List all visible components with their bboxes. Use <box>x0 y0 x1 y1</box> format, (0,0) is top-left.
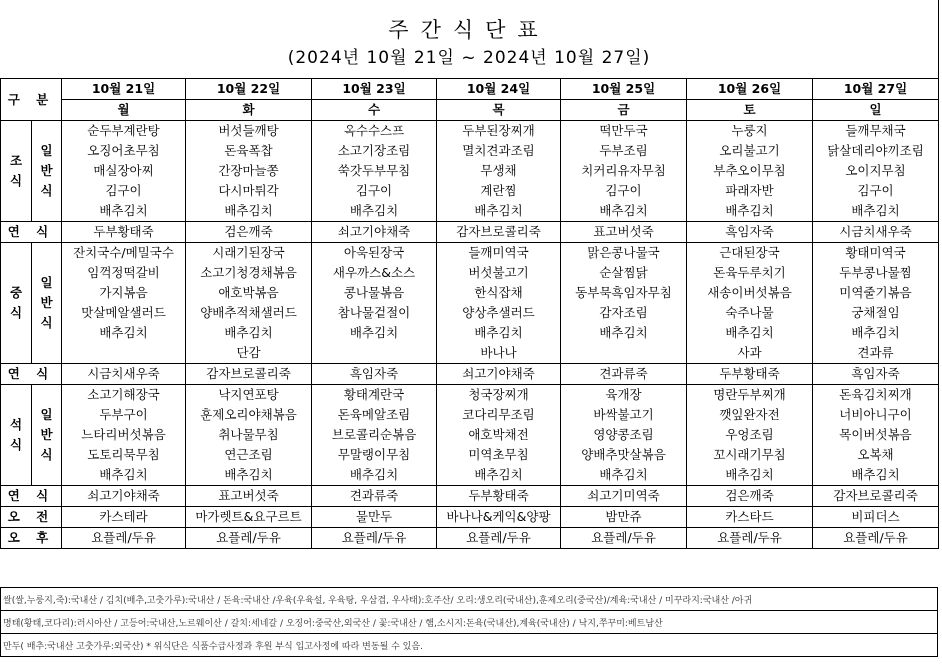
porridge-item: 검은깨죽 <box>687 486 813 507</box>
menu-item: 배추김치 <box>62 465 186 486</box>
menu-item: 가지볶음 <box>62 283 186 303</box>
menu-item: 김구이 <box>561 181 687 201</box>
menu-item: 쑥갓두부무침 <box>312 161 437 181</box>
menu-item: 배추김치 <box>561 465 687 486</box>
am-snack-label: 오 전 <box>1 507 62 528</box>
menu-item: 배추김치 <box>437 201 561 222</box>
menu-item: 너비아니구이 <box>813 405 939 425</box>
menu-item: 미역초무침 <box>437 445 561 465</box>
menu-item: 오징어초무침 <box>62 141 186 161</box>
date-header: 10월 24일 <box>437 79 561 100</box>
porridge-item: 두부황태죽 <box>62 222 186 243</box>
menu-item: 미역줄기볶음 <box>813 283 939 303</box>
menu-item: 훈제오리야채볶음 <box>186 405 312 425</box>
menu-item: 배추김치 <box>437 323 561 343</box>
porridge-item: 감자브로콜리죽 <box>186 364 312 385</box>
porridge-item: 감자브로콜리죽 <box>437 222 561 243</box>
origin-note: 쌀(쌀,누룽지,죽):국내산 / 김치(배추,고춧가루):국내산 / 돈육:국내산 /우육(우육설, 우육탕, 우삼겹, 우사태):호주산/ 오리:생오리(국내산),훈제오리(중국산)/계육:국내산 / 미꾸라지:국내산 /아귀 <box>1 588 938 611</box>
menu-item: 배추김치 <box>312 201 437 222</box>
menu-item: 옥수수스프 <box>312 121 437 142</box>
snack-item: 마가렛트&요구르트 <box>186 507 312 528</box>
snack-item: 비피더스 <box>813 507 939 528</box>
origin-note: 만두( 배추:국내산 고춧가루:외국산) * 위식단은 식품수급사정과 후원 부식 입고사정에 따라 변동될 수 있음. <box>1 634 938 657</box>
menu-item: 들깨무채국 <box>813 121 939 142</box>
menu-item: 파래자반 <box>687 181 813 201</box>
porridge-item: 흑임자죽 <box>813 364 939 385</box>
menu-item: 연근조림 <box>186 445 312 465</box>
menu-item: 취나물무침 <box>186 425 312 445</box>
menu-item: 무말랭이무침 <box>312 445 437 465</box>
category-header: 구 분 <box>1 79 62 121</box>
menu-item: 계란찜 <box>437 181 561 201</box>
menu-item: 매실장아찌 <box>62 161 186 181</box>
menu-item: 순두부계란탕 <box>62 121 186 142</box>
menu-item: 콩나물볶음 <box>312 283 437 303</box>
porridge-item: 표고버섯죽 <box>561 222 687 243</box>
menu-item: 버섯들깨탕 <box>186 121 312 142</box>
menu-item: 배추김치 <box>312 465 437 486</box>
menu-item: 도토리묵무침 <box>62 445 186 465</box>
menu-item: 단감 <box>186 343 312 364</box>
dinner-label: 석 식 <box>1 385 32 486</box>
menu-item: 명란두부찌개 <box>687 385 813 406</box>
menu-item: 두부된장찌개 <box>437 121 561 142</box>
menu-item: 배추김치 <box>561 323 687 343</box>
menu-item: 우엉조림 <box>687 425 813 445</box>
snack-item: 카스타드 <box>687 507 813 528</box>
porridge-item: 견과류죽 <box>312 486 437 507</box>
pm-snack-label: 오 후 <box>1 528 62 549</box>
menu-item: 배추김치 <box>437 465 561 486</box>
snack-item: 요플레/두유 <box>186 528 312 549</box>
menu-item: 느타리버섯볶음 <box>62 425 186 445</box>
breakfast-label: 조 식 <box>1 121 32 222</box>
menu-item: 배추김치 <box>186 465 312 486</box>
menu-item: 한식잡채 <box>437 283 561 303</box>
weekday-header: 수 <box>312 100 437 121</box>
menu-item: 배추김치 <box>561 201 687 222</box>
porridge-item: 쇠고기미역죽 <box>561 486 687 507</box>
weekday-header: 월 <box>62 100 186 121</box>
menu-item: 배추김치 <box>687 465 813 486</box>
menu-item: 무생채 <box>437 161 561 181</box>
menu-item: 목이버섯볶음 <box>813 425 939 445</box>
menu-item: 오리불고기 <box>687 141 813 161</box>
date-range: (2024년 10월 21일 ~ 2024년 10월 27일) <box>287 48 651 68</box>
menu-item: 숙주나물 <box>687 303 813 323</box>
menu-item: 소고기청경채볶음 <box>186 263 312 283</box>
snack-item: 요플레/두유 <box>62 528 186 549</box>
menu-item: 바싹불고기 <box>561 405 687 425</box>
snack-item: 요플레/두유 <box>561 528 687 549</box>
menu-item: 배추김치 <box>312 323 437 343</box>
weekday-header: 화 <box>186 100 312 121</box>
menu-item: 두부구이 <box>62 405 186 425</box>
date-header: 10월 26일 <box>687 79 813 100</box>
menu-item: 배추김치 <box>687 323 813 343</box>
menu-item: 돈육폭찹 <box>186 141 312 161</box>
menu-item <box>312 343 437 364</box>
porridge-item: 두부황태죽 <box>437 486 561 507</box>
menu-item: 소고기해장국 <box>62 385 186 406</box>
porridge-item: 흑임자죽 <box>312 364 437 385</box>
menu-item: 임꺽정떡갈비 <box>62 263 186 283</box>
menu-item: 김구이 <box>813 181 939 201</box>
menu-item: 근대된장국 <box>687 243 813 264</box>
porridge-item: 시금치새우죽 <box>813 222 939 243</box>
menu-item: 영양콩조림 <box>561 425 687 445</box>
menu-item: 오복채 <box>813 445 939 465</box>
date-header: 10월 21일 <box>62 79 186 100</box>
menu-item: 새송이버섯볶음 <box>687 283 813 303</box>
menu-item: 배추김치 <box>687 201 813 222</box>
weekday-header: 목 <box>437 100 561 121</box>
menu-item: 배추김치 <box>813 201 939 222</box>
menu-item: 버섯불고기 <box>437 263 561 283</box>
menu-item: 양배추맛살볶음 <box>561 445 687 465</box>
menu-item: 배추김치 <box>186 323 312 343</box>
menu-item: 배추김치 <box>62 323 186 343</box>
porridge-item: 표고버섯죽 <box>186 486 312 507</box>
menu-item: 김구이 <box>62 181 186 201</box>
menu-item: 다시마튀각 <box>186 181 312 201</box>
page-title: 주간식단표 <box>388 18 550 42</box>
menu-item: 떡만두국 <box>561 121 687 142</box>
porridge-item: 쇠고기야채죽 <box>437 364 561 385</box>
menu-item: 돈육김치찌개 <box>813 385 939 406</box>
menu-item: 소고기장조림 <box>312 141 437 161</box>
porridge-item: 두부황태죽 <box>687 364 813 385</box>
menu-item: 애호박채전 <box>437 425 561 445</box>
menu-item: 아욱된장국 <box>312 243 437 264</box>
menu-item: 배추김치 <box>813 465 939 486</box>
snack-item: 요플레/두유 <box>437 528 561 549</box>
menu-item: 치커리유자무침 <box>561 161 687 181</box>
menu-item: 닭살데리야끼조림 <box>813 141 939 161</box>
porridge-item: 쇠고기야채죽 <box>62 486 186 507</box>
menu-item: 견과류 <box>813 343 939 364</box>
date-header: 10월 25일 <box>561 79 687 100</box>
porridge-item: 시금치새우죽 <box>62 364 186 385</box>
general-meal-label: 일 반 식 <box>32 121 62 222</box>
menu-item: 순살찜닭 <box>561 263 687 283</box>
menu-item: 육개장 <box>561 385 687 406</box>
porridge-item: 감자브로콜리죽 <box>813 486 939 507</box>
general-meal-label: 일 반 식 <box>32 243 62 364</box>
porridge-label: 연 식 <box>1 364 62 385</box>
snack-item: 바나나&케익&양팡 <box>437 507 561 528</box>
menu-item: 시래기된장국 <box>186 243 312 264</box>
menu-item <box>561 343 687 364</box>
menu-item: 황태미역국 <box>813 243 939 264</box>
snack-item: 밤만쥬 <box>561 507 687 528</box>
date-header: 10월 27일 <box>813 79 939 100</box>
menu-item: 양상추샐러드 <box>437 303 561 323</box>
date-header: 10월 22일 <box>186 79 312 100</box>
weekly-menu-table <box>0 78 939 549</box>
menu-item: 잔치국수/메밀국수 <box>62 243 186 264</box>
menu-item: 양배추적채샐러드 <box>186 303 312 323</box>
snack-item: 요플레/두유 <box>687 528 813 549</box>
weekday-header: 금 <box>561 100 687 121</box>
menu-item: 돈육두루치기 <box>687 263 813 283</box>
origin-note: 명태(황태,코다리):러시아산 / 고등어:국내산,노르웨이산 / 갈치:세네갈 / 오징어:중국산,외국산 / 꽃:국내산 / 햄,소시지:돈육(국내산),계육(국내산) / 낙지,쭈꾸미:베트남산 <box>1 611 938 634</box>
porridge-item: 흑임자죽 <box>687 222 813 243</box>
menu-item: 돈육메알조림 <box>312 405 437 425</box>
menu-item: 코다리무조림 <box>437 405 561 425</box>
menu-item: 두부콩나물찜 <box>813 263 939 283</box>
porridge-item: 견과류죽 <box>561 364 687 385</box>
menu-item: 간장마늘쫑 <box>186 161 312 181</box>
origin-footer <box>0 587 938 657</box>
menu-item: 바나나 <box>437 343 561 364</box>
menu-item: 애호박볶음 <box>186 283 312 303</box>
menu-item: 황태계란국 <box>312 385 437 406</box>
menu-item: 오이지무침 <box>813 161 939 181</box>
menu-item: 꼬시래기무침 <box>687 445 813 465</box>
menu-item: 배추김치 <box>186 201 312 222</box>
porridge-label: 연 식 <box>1 486 62 507</box>
porridge-label: 연 식 <box>1 222 62 243</box>
snack-item: 요플레/두유 <box>312 528 437 549</box>
menu-item: 맛살메알샐러드 <box>62 303 186 323</box>
title-area <box>0 0 939 78</box>
menu-item: 낙지연포탕 <box>186 385 312 406</box>
menu-item: 김구이 <box>312 181 437 201</box>
lunch-label: 중 식 <box>1 243 32 364</box>
menu-item: 두부조림 <box>561 141 687 161</box>
menu-item: 감자조림 <box>561 303 687 323</box>
menu-item: 참나물겉절이 <box>312 303 437 323</box>
menu-item: 브로콜리순볶음 <box>312 425 437 445</box>
menu-item: 청국장찌개 <box>437 385 561 406</box>
menu-item: 배추김치 <box>62 201 186 222</box>
menu-item: 누룽지 <box>687 121 813 142</box>
snack-item: 카스테라 <box>62 507 186 528</box>
menu-item <box>62 343 186 364</box>
menu-item: 배추김치 <box>813 323 939 343</box>
weekday-header: 토 <box>687 100 813 121</box>
weekday-header: 일 <box>813 100 939 121</box>
porridge-item: 검은깨죽 <box>186 222 312 243</box>
menu-item: 들깨미역국 <box>437 243 561 264</box>
menu-item: 부추오이무침 <box>687 161 813 181</box>
snack-item: 요플레/두유 <box>813 528 939 549</box>
menu-item: 새우까스&소스 <box>312 263 437 283</box>
menu-item: 동부묵흑임자무침 <box>561 283 687 303</box>
date-header: 10월 23일 <box>312 79 437 100</box>
snack-item: 물만두 <box>312 507 437 528</box>
menu-item: 맑은콩나물국 <box>561 243 687 264</box>
menu-item: 깻잎완자전 <box>687 405 813 425</box>
menu-item: 멸치견과조림 <box>437 141 561 161</box>
menu-item: 궁채절임 <box>813 303 939 323</box>
general-meal-label: 일 반 식 <box>32 385 62 486</box>
porridge-item: 쇠고기야채죽 <box>312 222 437 243</box>
menu-item: 사과 <box>687 343 813 364</box>
